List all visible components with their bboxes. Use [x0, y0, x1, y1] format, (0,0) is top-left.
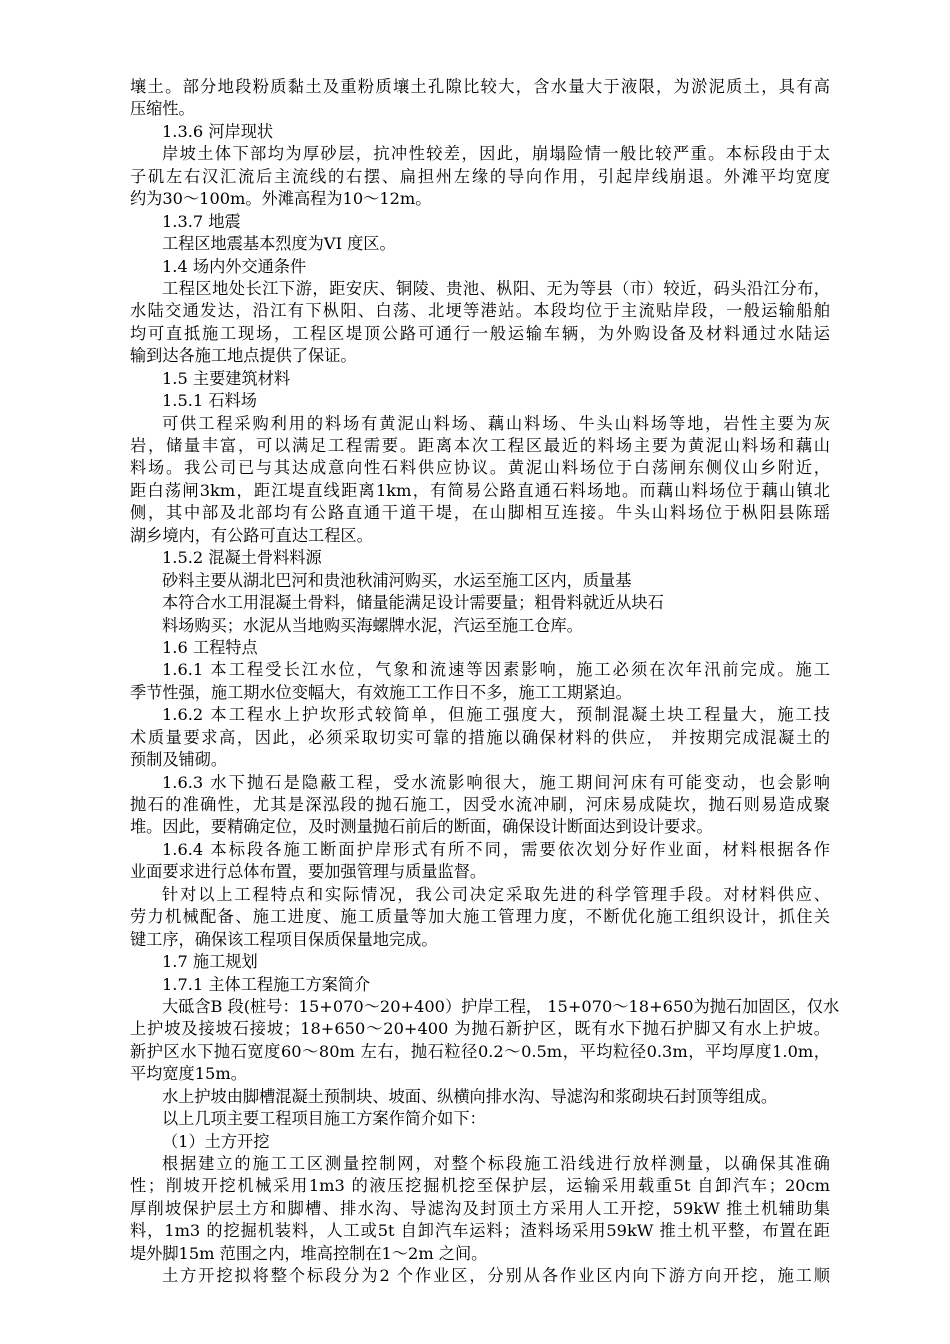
text-line: 大砥含B 段(桩号：15+070～20+400）护岸工程， 15+070～18+650为抛石加固区，仅水 — [162, 996, 840, 1016]
text-line: 输到达各施工地点提供了保证。 — [130, 346, 357, 366]
text-line: 厚削坡保护层土方和脚槽、排水沟、导滤沟及封顶土方采用人工开挖，59kW 推土机辅助集 — [130, 1198, 830, 1218]
text-line: 1.6.2 本工程水上护坎形式较简单，但施工强度大，预制混凝土块工程量大，施工技 — [162, 705, 830, 725]
text-line: 1.6 工程特点 — [162, 637, 258, 657]
text-line: 劳力机械配备、施工进度、施工质量等加大施工管理力度，不断优化施工组织设计，抓住关 — [130, 907, 830, 927]
text-line: 压缩性。 — [130, 99, 195, 119]
text-line: 键工序，确保该工程项目保质保量地完成。 — [130, 929, 438, 949]
text-line: 上护坡及接坡石接坡；18+650～20+400 为抛石新护区，既有水下抛石护脚又有水上护坡。 — [130, 1019, 830, 1039]
text-line: 1.3.6 河岸现状 — [162, 121, 274, 141]
text-line: 术质量要求高，因此，必须采取切实可靠的措施以确保材料的供应， 并按期完成混凝土的 — [130, 727, 830, 747]
text-line: 约为30～100m。外滩高程为10～12m。 — [130, 189, 432, 209]
text-line: 土方开挖拟将整个标段分为2 个作业区，分别从各作业区内向下游方向开挖，施工顺 — [162, 1266, 830, 1286]
text-line: 1.5.1 石料场 — [162, 391, 257, 411]
text-line: 性；削坡开挖机械采用1m3 的液压挖掘机挖至保护层，运输采用载重5t 自卸汽车；20cm — [130, 1176, 830, 1196]
text-line: 可供工程采购利用的料场有黄泥山料场、藕山料场、牛头山料场等地，岩性主要为灰 — [162, 413, 830, 433]
text-line: 1.6.4 本标段各施工断面护岸形式有所不同，需要依次划分好作业面，材料根据各作 — [162, 839, 830, 859]
text-line: 以上几项主要工程项目施工方案作简介如下： — [162, 1109, 486, 1129]
text-line: 料场购买；水泥从当地购买海螺牌水泥，汽运至施工仓库。 — [162, 615, 583, 635]
text-line: 侧，其中部及北部均有公路直通干道干堤，在山脚相互连接。牛头山料场位于枞阳县陈瑶 — [130, 503, 830, 523]
text-line: 业面要求进行总体布置，要加强管理与质量监督。 — [130, 862, 487, 882]
text-line: 预制及铺砌。 — [130, 750, 228, 770]
text-line: （1）土方开挖 — [162, 1131, 270, 1151]
text-line: 工程区地震基本烈度为VI 度区。 — [162, 234, 396, 254]
text-line: 1.4 场内外交通条件 — [162, 256, 307, 276]
text-line: 子矶左右汉汇流后主流线的右摆、扁担州左缘的导向作用，引起岸线崩退。外滩平均宽度 — [130, 166, 830, 186]
text-line: 壤土。部分地段粉质黏土及重粉质壤土孔隙比较大，含水量大于液限，为淤泥质土，具有高 — [130, 77, 830, 96]
text-line: 料场。我公司已与其达成意向性石料供应协议。黄泥山料场位于白荡闸东侧仪山乡附近， — [130, 458, 830, 478]
text-line: 1.7 施工规划 — [162, 952, 258, 972]
document-page — [130, 76, 840, 1288]
text-line: 堆。因此，要精确定位，及时测量抛石前后的断面，确保设计断面达到设计要求。 — [130, 817, 713, 837]
text-line: 新护区水下抛石宽度60～80m 左右，抛石粒径0.2～0.5m，平均粒径0.3m，平均厚度1.0m， — [130, 1041, 830, 1061]
text-line: 距白荡闸3km，距江堤直线距离1km，有简易公路直通石料场地。而藕山料场位于藕山镇北 — [130, 480, 830, 500]
text-line: 本符合水工用混凝土骨料，储量能满足设计需要量；粗骨料就近从块石 — [162, 593, 664, 613]
text-line: 1.3.7 地震 — [162, 211, 241, 231]
text-line: 均可直抵施工现场，工程区堤顶公路可通行一般运输车辆，为外购设备及材料通过水陆运 — [130, 323, 830, 343]
text-line: 堤外脚15m 范围之内，堆高控制在1～2m 之间。 — [130, 1243, 488, 1263]
text-line: 岩，储量丰富，可以满足工程需要。距离本次工程区最近的料场主要为黄泥山料场和藕山 — [130, 436, 830, 455]
text-line: 1.6.1 本工程受长江水位，气象和流速等因素影响，施工必须在次年汛前完成。施工 — [162, 660, 830, 680]
text-line: 1.7.1 主体工程施工方案简介 — [162, 974, 371, 994]
text-line: 根据建立的施工工区测量控制网，对整个标段施工沿线进行放样测量，以确保其准确 — [162, 1154, 830, 1173]
text-line: 水上护坡由脚槽混凝土预制块、坡面、纵横向排水沟、导滤沟和浆砌块石封顶等组成。 — [162, 1086, 778, 1106]
text-line: 抛石的准确性，尤其是深泓段的抛石施工，因受水流冲刷，河床易成陡坎，抛石则易造成聚 — [130, 795, 830, 814]
text-line: 季节性强，施工期水位变幅大，有效施工工作日不多，施工工期紧迫。 — [130, 682, 632, 702]
text-line: 针对以上工程特点和实际情况，我公司决定采取先进的科学管理手段。对材料供应、 — [162, 884, 830, 904]
text-line: 1.6.3 水下抛石是隐蔽工程，受水流影响很大，施工期间河床有可能变动，也会影响 — [162, 772, 830, 792]
text-line: 岸坡土体下部均为厚砂层，抗冲性较差，因此，崩塌险情一般比较严重。本标段由于太 — [162, 144, 830, 164]
text-line: 水陆交通发达，沿江有下枞阳、白荡、北埂等港站。本段均位于主流贴岸段，一般运输船舶 — [130, 301, 830, 321]
text-line: 料，1m3 的挖掘机装料，人工或5t 自卸汽车运料；渣料场采用59kW 推土机平整，布置在距 — [130, 1221, 830, 1241]
text-line: 湖乡境内，有公路可直达工程区。 — [130, 525, 373, 545]
text-line: 平均宽度15m。 — [130, 1064, 247, 1084]
text-line: 1.5.2 混凝土骨料料源 — [162, 548, 322, 568]
text-line: 1.5 主要建筑材料 — [162, 368, 291, 388]
text-line: 工程区地处长江下游，距安庆、铜陵、贵池、枞阳、无为等县（市）较近，码头沿江分布， — [162, 278, 830, 298]
text-line: 砂料主要从湖北巴河和贵池秋浦河购买，水运至施工区内，质量基 — [162, 570, 632, 590]
